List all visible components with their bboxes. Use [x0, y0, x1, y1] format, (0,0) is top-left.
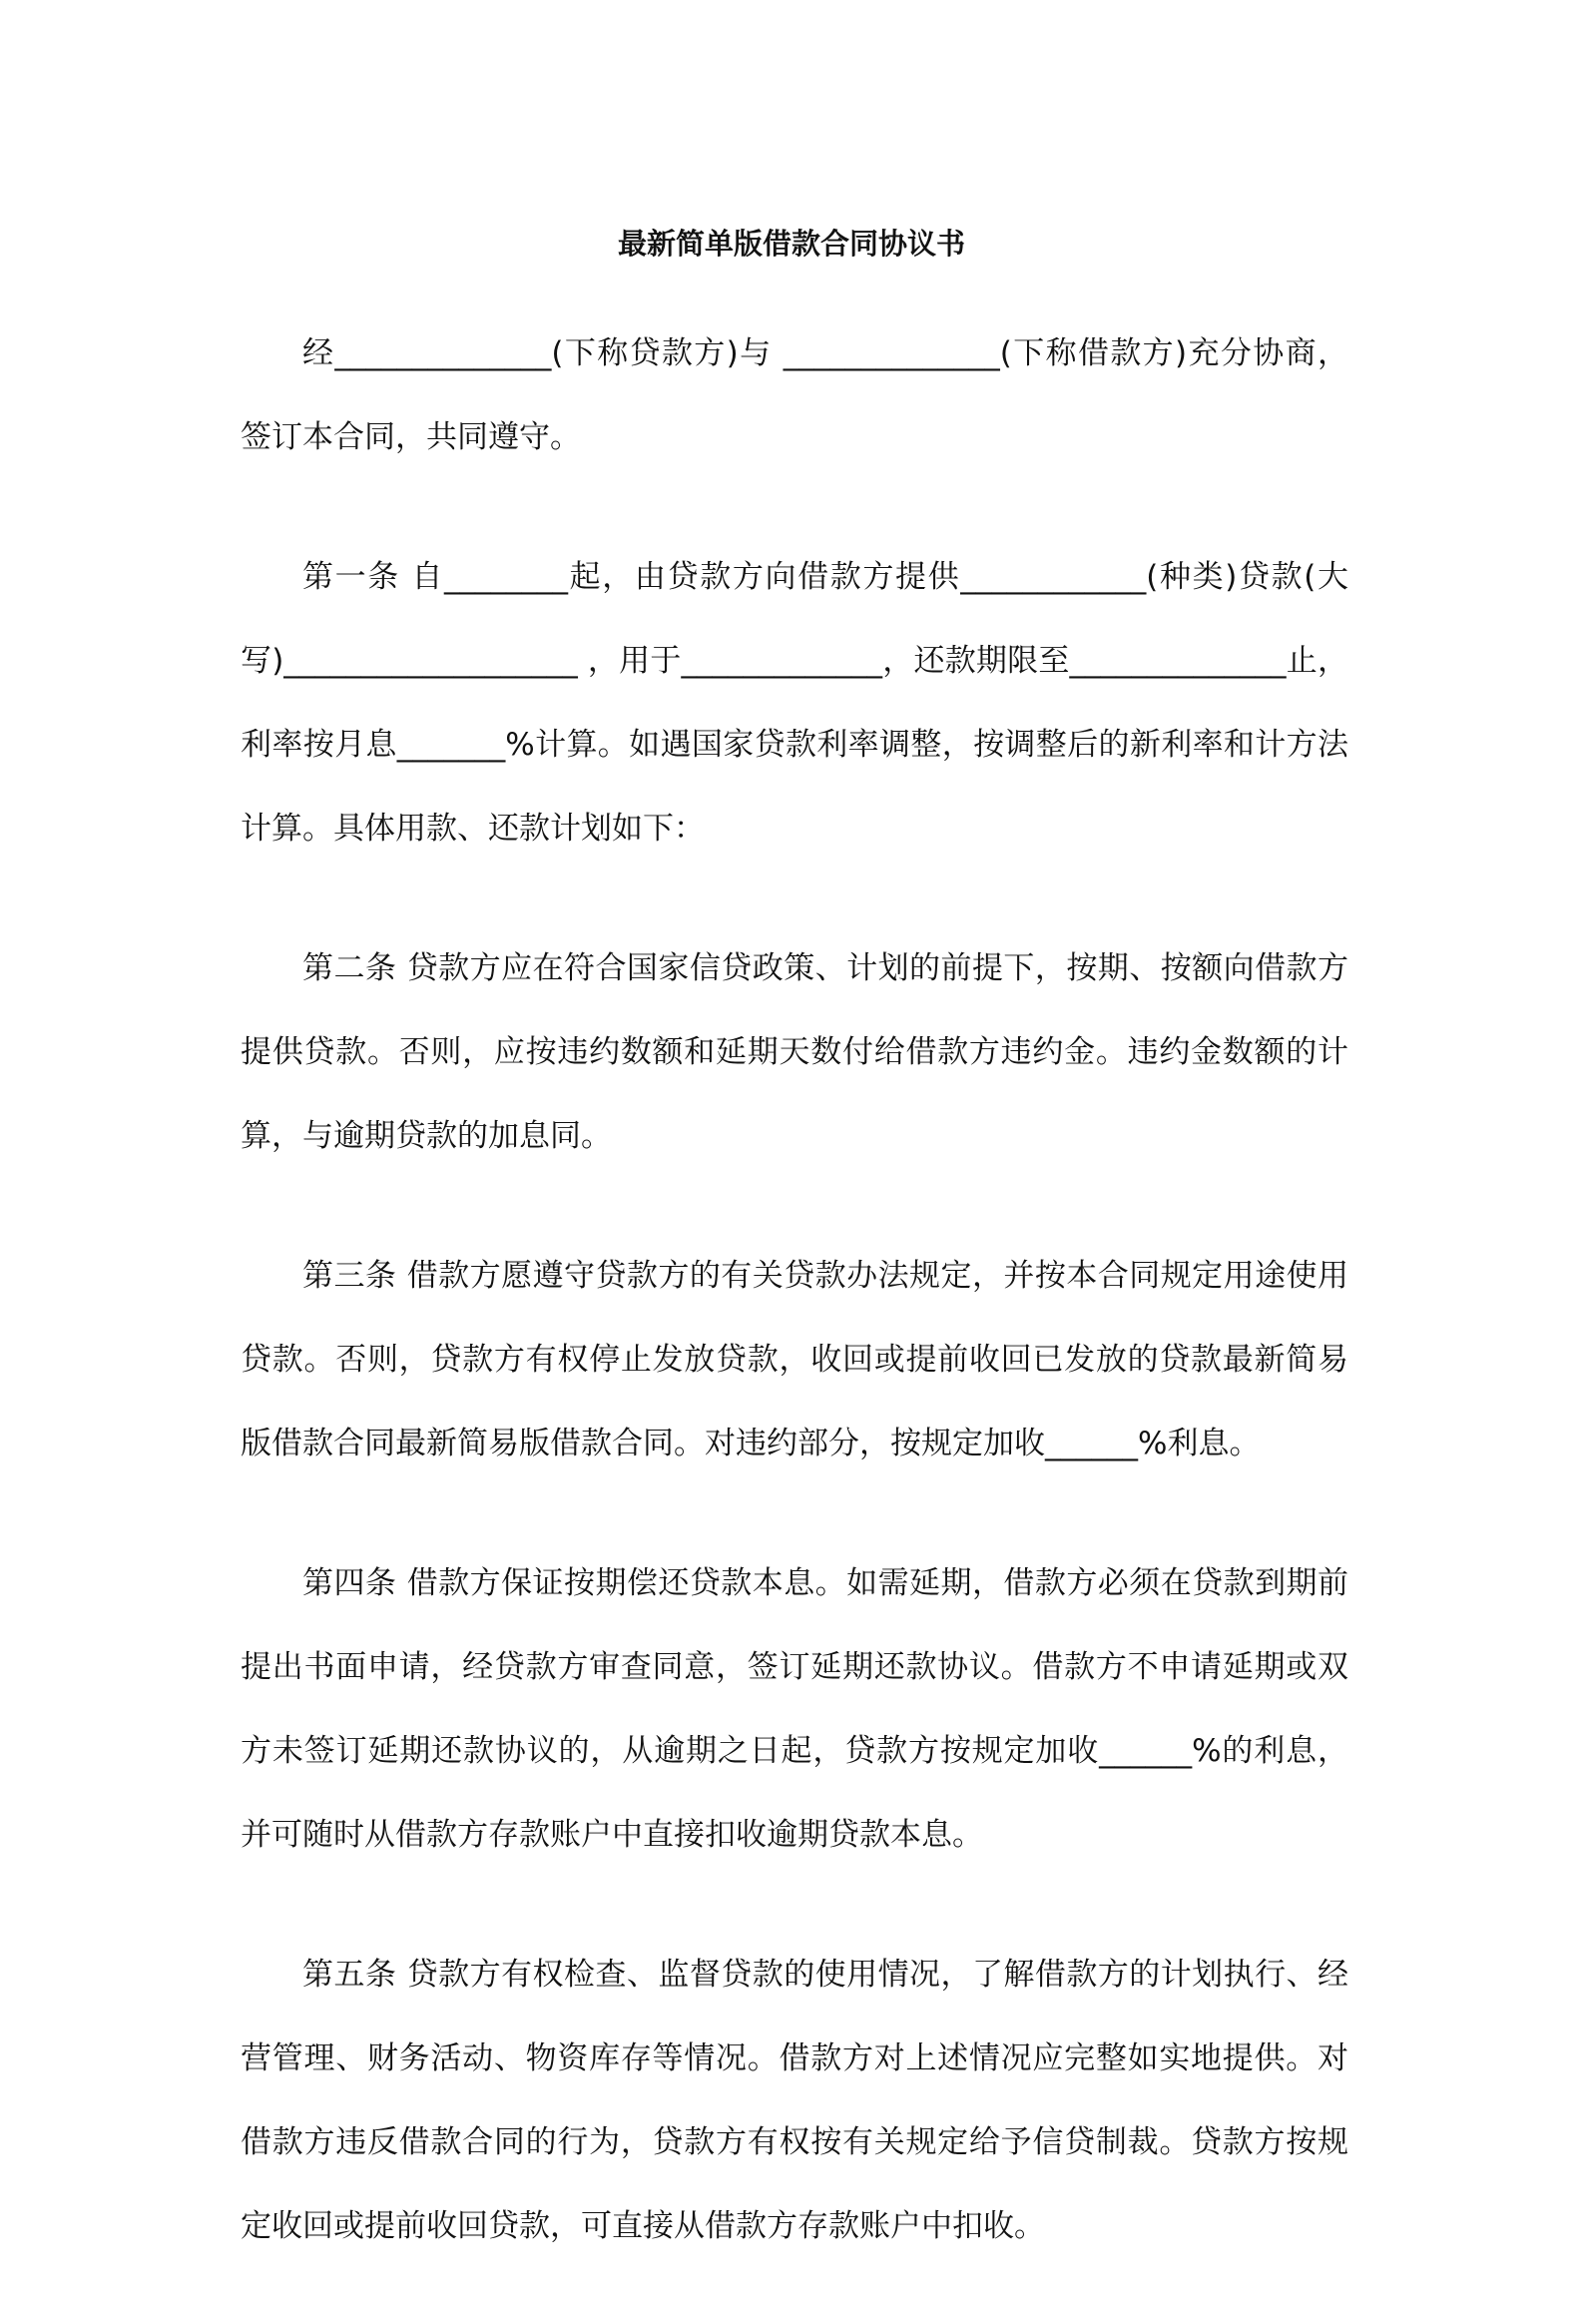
- paragraph-article-2: 第二条 贷款方应在符合国家信贷政策、计划的前提下，按期、按额向借款方提供贷款。否则，应按违约数额和延期天数付给借款方违约金。违约金数额的计算，与逾期贷款的加息同。: [241, 950, 1348, 1154]
- paragraph-article-5: 第五条 贷款方有权检查、监督贷款的使用情况，了解借款方的计划执行、经营管理、财务活动、物资库存等情况。借款方对上述情况应完整如实地提供。对借款方违反借款合同的行为，贷款方有权按有关规定给予信贷制裁。贷款方按规定收回或提前收回贷款，可直接从借款方存款账户中扣收。: [241, 1957, 1348, 2244]
- document-title: 最新简单版借款合同协议书: [617, 227, 965, 261]
- paragraph-article-3: 第三条 借款方愿遵守贷款方的有关贷款办法规定，并按本合同规定用途使用贷款。否则，贷款方有权停止发放贷款，收回或提前收回已发放的贷款最新简易版借款合同最新简易版借款合同。对违约部分，按规定加收______%利息。: [241, 1258, 1348, 1461]
- document-body: [241, 311, 1348, 2324]
- paragraph-preamble: 经______________(下称贷款方)与 ______________(下称借款方)充分协商，签订本合同，共同遵守。: [241, 335, 1348, 455]
- paragraph-article-1: 第一条 自________起，由贷款方向借款方提供____________(种类)贷款(大写)___________________ ，用于_____________，还款期限至______________止，利率按月息_______%计算。如遇国家贷款利率调整，按调整后的新利率和计方法计算。具体用款、还款计划如下：: [241, 559, 1348, 847]
- paragraph-article-4: 第四条 借款方保证按期偿还贷款本息。如需延期，借款方必须在贷款到期前提出书面申请，经贷款方审查同意，签订延期还款协议。借款方不申请延期或双方未签订延期还款协议的，从逾期之日起，贷款方按规定加收______%的利息，并可随时从借款方存款账户中直接扣收逾期贷款本息。: [241, 1565, 1348, 1853]
